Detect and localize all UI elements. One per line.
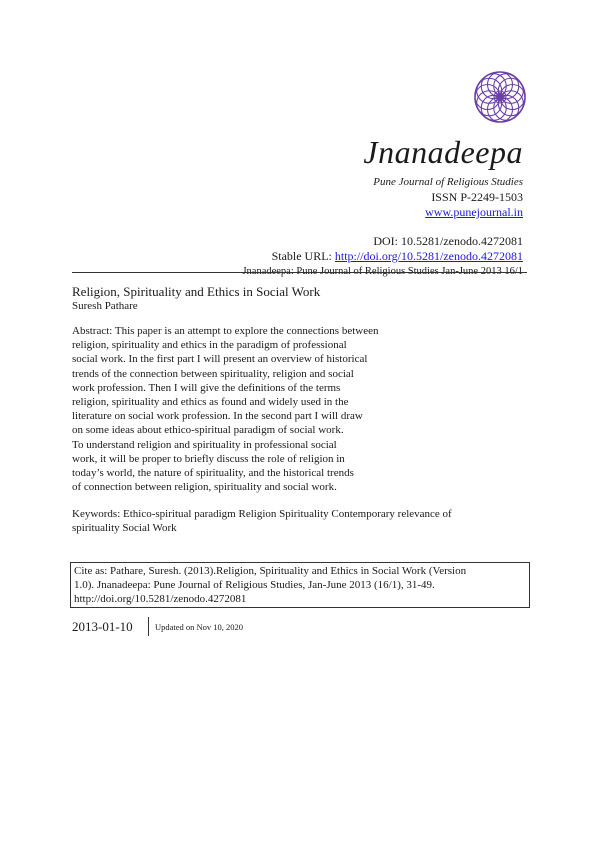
abstract-line: literature on social work profession. In the second part I will draw: [72, 410, 363, 423]
citation-line[interactable]: http://doi.org/10.5281/zenodo.4272081: [74, 593, 247, 606]
journal-info: [123, 175, 523, 279]
abstract-line: Abstract: This paper is an attempt to explore the connections between: [72, 325, 379, 337]
published-date: 2013-01-10: [72, 619, 133, 634]
abstract-line: work profession. Then I will give the definitions of the terms: [72, 381, 341, 394]
issue-line: Jnanadeepa: Pune Journal of Religious Studies Jan-June 2013 16/1: [242, 266, 523, 277]
abstract-line: of connection between religion, spirituality and social work.: [72, 481, 337, 494]
abstract: [72, 324, 417, 494]
date-divider: [148, 617, 149, 636]
abstract-line: religion, spirituality and ethics in the paradigm of professional: [72, 339, 347, 352]
citation-line: 1.0). Jnanadeepa: Pune Journal of Religious Studies, Jan-June 2013 (16/1), 31-49.: [74, 579, 435, 592]
website-link[interactable]: www.punejournal.in: [425, 205, 523, 219]
stable-url-line: [123, 249, 523, 264]
keywords-line: Keywords: Ethico-spiritual paradigm Religion Spirituality Contemporary relevance of: [72, 508, 452, 520]
keywords: [72, 507, 512, 535]
issn: ISSN P-2249-1503: [431, 190, 523, 204]
stable-url-label: Stable URL:: [271, 249, 335, 263]
header-divider: [72, 272, 527, 273]
stable-url-link[interactable]: http://doi.org/10.5281/zenodo.4272081: [334, 249, 523, 263]
journal-logo-icon: [473, 70, 527, 124]
journal-name: Jnanadeepa: [363, 134, 523, 170]
abstract-line: To understand religion and spirituality in professional social: [72, 438, 337, 451]
citation-box: [70, 562, 530, 608]
doi: DOI: 10.5281/zenodo.4272081: [373, 234, 523, 248]
keywords-line: spirituality Social Work: [72, 522, 177, 535]
abstract-line: religion, spirituality and ethics as found and widely used in the: [72, 396, 349, 409]
updated-date: Updated on Nov 10, 2020: [155, 622, 244, 632]
abstract-line: on some ideas about ethico-spiritual paradigm of social work.: [72, 424, 344, 437]
abstract-line: social work. In the first part I will present an overview of historical: [72, 353, 368, 366]
article-title: Religion, Spirituality and Ethics in Social Work: [72, 284, 321, 299]
abstract-line: trends of the connection between spirituality, religion and social: [72, 367, 354, 380]
article-author: Suresh Pathare: [72, 300, 138, 312]
abstract-line: today’s world, the nature of spirituality, and the historical trends: [72, 467, 354, 480]
abstract-line: work, it will be proper to briefly discuss the role of religion in: [72, 452, 345, 465]
citation-line: Cite as: Pathare, Suresh. (2013).Religion, Spirituality and Ethics in Social Work (Version: [74, 565, 467, 577]
journal-subtitle: Pune Journal of Religious Studies: [373, 176, 523, 188]
